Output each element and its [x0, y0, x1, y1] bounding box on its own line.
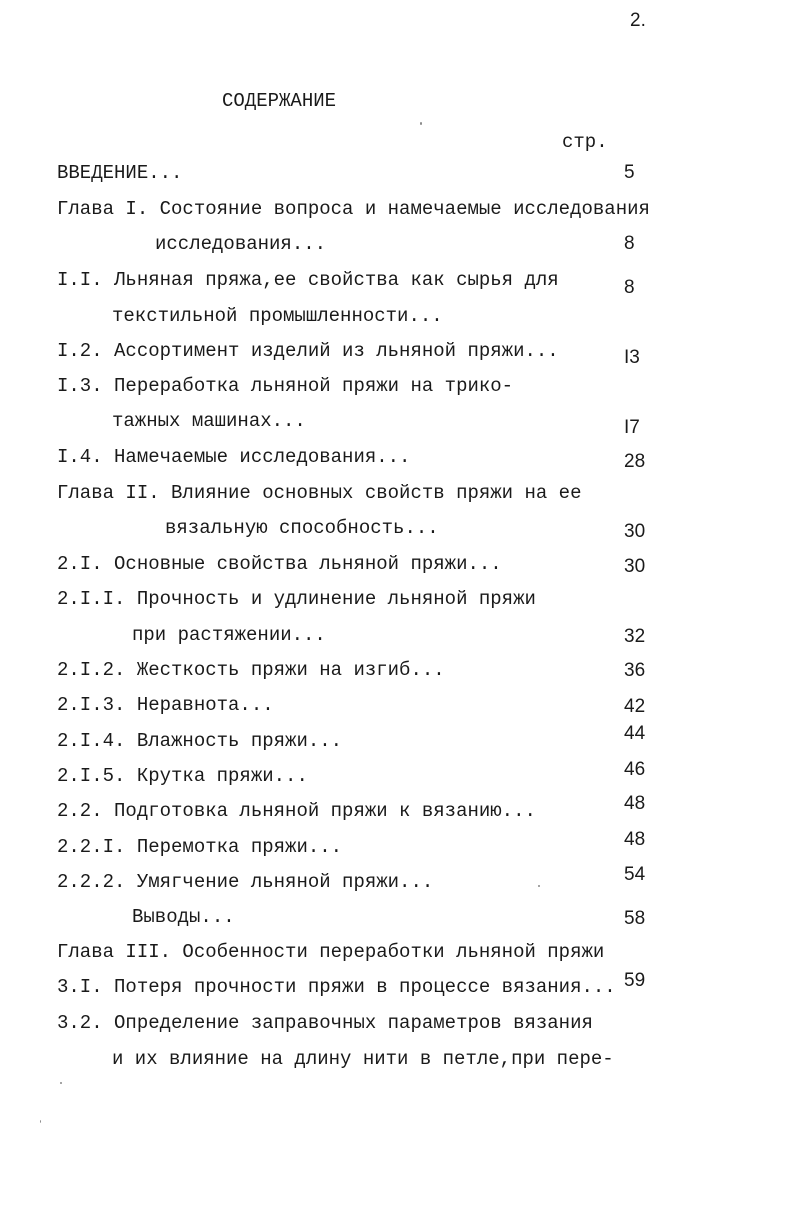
toc-entry-text: I.2. Ассортимент изделий из льняной пряжи... — [57, 340, 559, 362]
toc-entry-text: 3.I. Потеря прочности пряжи в процессе вязания... — [57, 976, 616, 998]
toc-entry-text: 2.I. Основные свойства льняной пряжи... — [57, 553, 502, 575]
toc-entry-text: при растяжении... — [132, 624, 326, 646]
toc-entry-text: исследования... — [155, 233, 327, 255]
toc-entry-page: 46 — [624, 759, 646, 780]
toc-entry-page: 28 — [624, 451, 646, 472]
scan-speck — [420, 122, 422, 125]
scan-speck — [60, 1082, 62, 1084]
toc-entry-text: Глава III. Особенности переработки льняной пряжи — [57, 941, 605, 963]
toc-entry-text: 3.2. Определение заправочных параметров вязания — [57, 1012, 593, 1034]
page-number: 2. — [630, 10, 646, 31]
toc-entry-text: Выводы... — [132, 906, 235, 928]
scan-speck — [40, 1120, 41, 1123]
toc-entry-page: 54 — [624, 864, 646, 885]
toc-entry-text: 2.2.I. Перемотка пряжи... — [57, 836, 343, 858]
toc-entry-page: 59 — [624, 970, 646, 991]
toc-entry-text: 2.2.2. Умягчение льняной пряжи... — [57, 871, 434, 893]
toc-entry-page: 5 — [624, 162, 635, 183]
toc-entry-text: ВВЕДЕНИЕ... — [57, 162, 183, 184]
toc-entry-page: 32 — [624, 626, 646, 647]
page-column-label: стр. — [562, 131, 608, 153]
toc-entry-text: текстильной промышленности... — [112, 305, 443, 327]
toc-entry-text: 2.I.I. Прочность и удлинение льняной пряжи — [57, 588, 536, 610]
toc-entry-page: 8 — [624, 277, 635, 298]
toc-entry-page: 8 — [624, 233, 635, 254]
toc-entry-text: вязальную способность... — [165, 517, 439, 539]
toc-entry-page: 44 — [624, 723, 646, 744]
toc-entry-page: I3 — [624, 347, 640, 368]
toc-entry-text: Глава II. Влияние основных свойств пряжи на ее — [57, 482, 582, 504]
toc-entry-page: 30 — [624, 556, 646, 577]
toc-entry-text: 2.I.2. Жесткость пряжи на изгиб... — [57, 659, 445, 681]
toc-entry-text: 2.I.4. Влажность пряжи... — [57, 730, 343, 752]
toc-entry-text: I.I. Льняная пряжа,ее свойства как сырья для — [57, 269, 559, 291]
toc-entry-text: I.3. Переработка льняной пряжи на трико- — [57, 375, 514, 397]
toc-title: СОДЕРЖАНИЕ — [222, 90, 337, 112]
toc-entry-page: 48 — [624, 793, 646, 814]
toc-entry-text: 2.I.3. Неравнота... — [57, 694, 274, 716]
toc-entry-page: 30 — [624, 521, 646, 542]
toc-entry-text: I.4. Намечаемые исследования... — [57, 446, 411, 468]
toc-entry-text: 2.2. Подготовка льняной пряжи к вязанию... — [57, 800, 536, 822]
toc-entry-page: 48 — [624, 829, 646, 850]
toc-entry-page: 36 — [624, 660, 646, 681]
toc-entry-text: тажных машинах... — [112, 410, 306, 432]
toc-entry-text: и их влияние на длину нити в петле,при пере- — [112, 1048, 614, 1070]
toc-entry-page: 42 — [624, 696, 646, 717]
scan-speck — [538, 885, 540, 887]
toc-entry-page: I7 — [624, 417, 640, 438]
toc-entry-text: Глава I. Состояние вопроса и намечаемые исследования — [57, 198, 650, 220]
toc-entry-text: 2.I.5. Крутка пряжи... — [57, 765, 308, 787]
toc-entry-page: 58 — [624, 908, 646, 929]
